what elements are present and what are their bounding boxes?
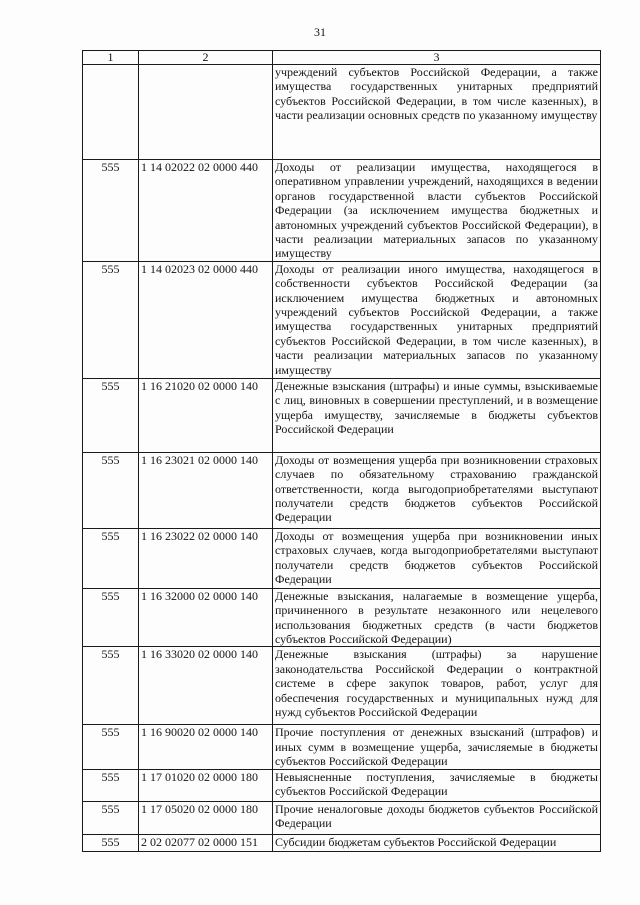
admin-code-cell: 555 <box>83 725 139 769</box>
table-row <box>83 834 601 851</box>
revenue-name-cell: Доходы от возмещения ущерба при возникновении страховых случаев по обязательному страхованию гражданской ответственности, когда выгодоприобретателями выступают получатели средств бюджетов субъектов Российской Федерации <box>273 452 601 528</box>
budget-revenue-table <box>82 50 601 852</box>
admin-code-cell: 555 <box>83 801 139 834</box>
page-number: 31 <box>314 25 326 39</box>
admin-code-cell: 555 <box>83 647 139 725</box>
table-row <box>83 261 601 378</box>
budget-code-cell: 1 14 02023 02 0000 440 <box>139 261 273 378</box>
budget-code-cell: 1 16 33020 02 0000 140 <box>139 647 273 725</box>
budget-code-cell: 1 16 23022 02 0000 140 <box>139 528 273 588</box>
admin-code-cell: 555 <box>83 834 139 851</box>
table-header-row <box>83 51 601 65</box>
budget-code-cell: 1 16 23021 02 0000 140 <box>139 452 273 528</box>
table-row <box>83 378 601 452</box>
table-row <box>83 647 601 725</box>
table-row <box>83 160 601 262</box>
budget-code-cell <box>139 65 273 160</box>
column-header-2: 2 <box>139 51 273 65</box>
table-row <box>83 588 601 647</box>
revenue-name-cell: Денежные взыскания (штрафы) за нарушение законодательства Российской Федерации о контрактной системе в сфере закупок товаров, работ, услуг для обеспечения государственных и муниципальных нужд для нужд субъектов Российской Федерации <box>273 647 601 725</box>
budget-code-cell: 2 02 02077 02 0000 151 <box>139 834 273 851</box>
column-header-3: 3 <box>273 51 601 65</box>
table-row <box>83 528 601 588</box>
table-row <box>83 725 601 769</box>
revenue-name-cell: Доходы от возмещения ущерба при возникновении иных страховых случаев, когда выгодоприобретателями выступают получатели средств бюджетов субъектов Российской Федерации <box>273 528 601 588</box>
admin-code-cell: 555 <box>83 160 139 262</box>
admin-code-cell: 555 <box>83 588 139 647</box>
revenue-name-cell: Денежные взыскания, налагаемые в возмещение ущерба, причиненного в результате незаконного или нецелевого использования бюджетных средств (в части бюджетов субъектов Российской Федерации) <box>273 588 601 647</box>
admin-code-cell: 555 <box>83 528 139 588</box>
admin-code-cell: 555 <box>83 261 139 378</box>
revenue-name-cell: Доходы от реализации имущества, находящегося в оперативном управлении учреждений, находящихся в ведении органов государственной власти субъектов Российской Федерации (за исключением имущества бюджетных и автономных учреждений субъектов Российской Федерации), в части реализации материальных запасов по указанному имуществу <box>273 160 601 262</box>
revenue-name-cell: Прочие неналоговые доходы бюджетов субъектов Российской Федерации <box>273 801 601 834</box>
budget-code-cell: 1 16 21020 02 0000 140 <box>139 378 273 452</box>
budget-code-cell: 1 14 02022 02 0000 440 <box>139 160 273 262</box>
table-row <box>83 452 601 528</box>
revenue-name-cell: Прочие поступления от денежных взысканий (штрафов) и иных сумм в возмещение ущерба, зачисляемые в бюджеты субъектов Российской Федерации <box>273 725 601 769</box>
budget-code-cell: 1 17 01020 02 0000 180 <box>139 769 273 801</box>
admin-code-cell: 555 <box>83 769 139 801</box>
budget-code-cell: 1 16 32000 02 0000 140 <box>139 588 273 647</box>
revenue-name-cell: Доходы от реализации иного имущества, находящегося в собственности субъектов Российской Федерации (за исключением имущества бюджетных и автономных учреждений субъектов Российской Федерации, а также имущества государственных унитарных предприятий субъектов Российской Федерации, в том числе казенных), в части реализации материальных запасов по указанному имуществу <box>273 261 601 378</box>
column-header-1: 1 <box>83 51 139 65</box>
revenue-name-cell: Денежные взыскания (штрафы) и иные суммы, взыскиваемые с лиц, виновных в совершении преступлений, и в возмещение ущерба имуществу, зачисляемые в бюджеты субъектов Российской Федерации <box>273 378 601 452</box>
admin-code-cell: 555 <box>83 378 139 452</box>
revenue-name-cell: Субсидии бюджетам субъектов Российской Федерации <box>273 834 601 851</box>
revenue-name-cell: Невыясненные поступления, зачисляемые в бюджеты субъектов Российской Федерации <box>273 769 601 801</box>
admin-code-cell <box>83 65 139 160</box>
table-row <box>83 769 601 801</box>
budget-code-cell: 1 16 90020 02 0000 140 <box>139 725 273 769</box>
table-row <box>83 65 601 160</box>
admin-code-cell: 555 <box>83 452 139 528</box>
table-row <box>83 801 601 834</box>
revenue-name-cell: учреждений субъектов Российской Федерации, а также имущества государственных унитарных предприятий субъектов Российской Федерации, в том числе казенных), в части реализации основных средств по указанному имуществу <box>273 65 601 160</box>
budget-code-cell: 1 17 05020 02 0000 180 <box>139 801 273 834</box>
